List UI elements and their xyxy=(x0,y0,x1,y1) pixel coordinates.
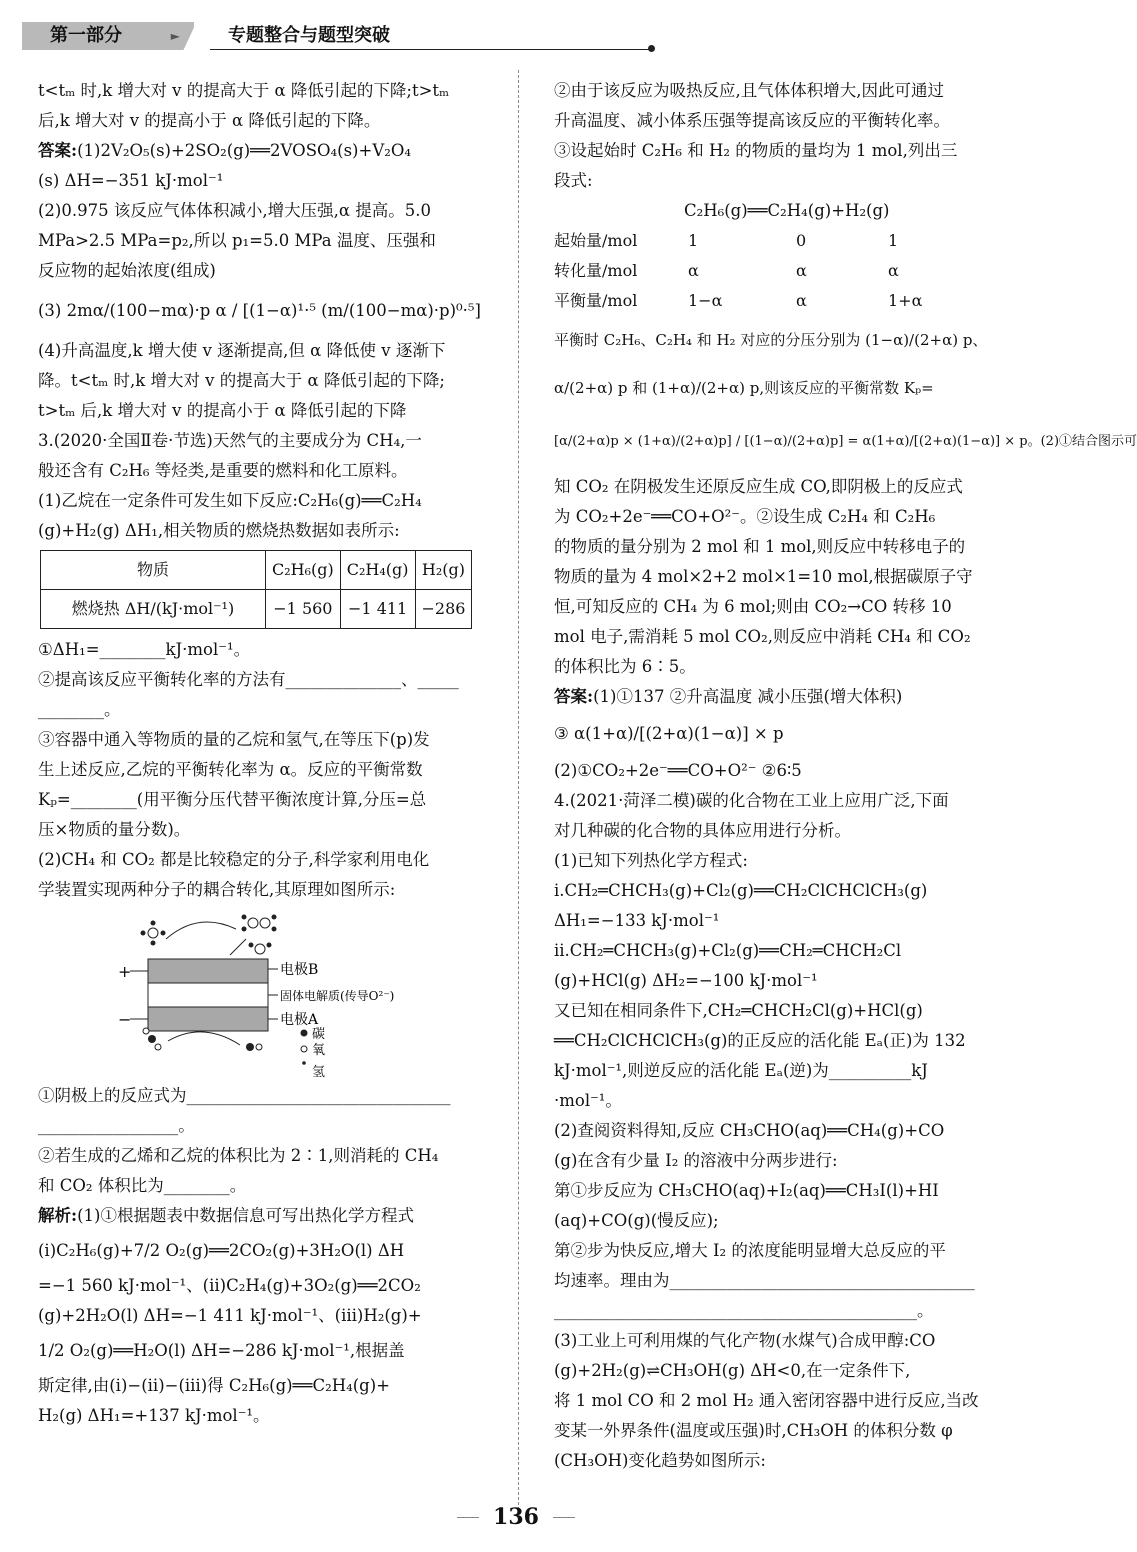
right-column xyxy=(554,76,1137,1476)
ethene-molecule-icon xyxy=(242,915,277,932)
answer-line xyxy=(38,136,498,166)
table-cell: H₂(g) xyxy=(415,551,472,590)
text-line: 恒,可知反应的 CH₄ 为 6 mol;则由 CO₂→CO 转移 10 xyxy=(554,597,952,616)
text-line: t>tₘ 后,k 增大对 v 的提高小于 α 降低引起的下降 xyxy=(38,401,407,420)
answer-text: (1)①137 ②升高温度 减小压强(增大体积) xyxy=(593,687,903,706)
play-arrow-icon: ► xyxy=(170,29,180,43)
arrow-icon xyxy=(168,1032,240,1045)
text-line: ____________________________________________。 xyxy=(554,1301,934,1320)
text-line: 斯定律,由(ⅰ)−(ⅱ)−(ⅲ)得 C₂H₆(g)══C₂H₄(g)+ xyxy=(38,1376,390,1395)
footer-dash xyxy=(553,1517,575,1518)
text-line: 对几种碳的化合物的具体应用进行分析。 xyxy=(554,821,851,840)
arrow-icon xyxy=(230,939,246,955)
text-line: 后,k 增大对 v 的提高小于 α 降低引起的下降。 xyxy=(38,111,381,130)
legend-hydrogen: 氢 xyxy=(312,1065,326,1080)
answer-line xyxy=(554,682,1012,712)
text-line: ⅰ.CH₂═CHCH₃(g)+Cl₂(g)══CH₂ClCHClCH₃(g) xyxy=(554,881,928,900)
table-cell: −1 560 xyxy=(266,590,341,629)
text-line: mol 电子,需消耗 5 mol CO₂,则反应中消耗 CH₄ 和 CO₂ xyxy=(554,627,971,646)
text-line: kJ·mol⁻¹,则逆反应的活化能 Eₐ(逆)为__________kJ xyxy=(554,1061,928,1080)
table-header-row xyxy=(41,551,472,590)
text-line: ③设起始时 C₂H₆ 和 H₂ 的物质的量均为 1 mol,列出三 xyxy=(554,141,958,160)
header-topic: 专题整合与题型突破 xyxy=(228,25,390,46)
text-line: (2)0.975 该反应气体体积减小,增大压强,α 提高。5.0 xyxy=(38,201,431,220)
analysis-line xyxy=(38,1201,498,1231)
table-cell: 物质 xyxy=(41,551,266,590)
table-cell: α xyxy=(796,291,807,310)
table-cell: α xyxy=(688,261,699,280)
header-dot-icon xyxy=(648,45,655,52)
text-line: 1/2 O₂(g)══H₂O(l) ΔH=−286 kJ·mol⁻¹,根据盖 xyxy=(38,1341,405,1360)
header-part xyxy=(22,22,194,50)
text-line: 为 CO₂+2e⁻══CO+O²⁻。②设生成 C₂H₄ 和 C₂H₆ xyxy=(554,507,936,526)
electrode-a-label: 电极A xyxy=(280,1012,319,1028)
text-line: 又已知在相同条件下,CH₂═CHCH₂Cl(g)+HCl(g) xyxy=(554,1001,923,1020)
text-line: 变某一外界条件(温度或压强)时,CH₃OH 的体积分数 φ xyxy=(554,1421,953,1440)
table-cell: −1 411 xyxy=(340,590,415,629)
text-line: H₂(g) ΔH₁=+137 kJ·mol⁻¹。 xyxy=(38,1406,270,1425)
table-cell: C₂H₄(g) xyxy=(340,551,415,590)
text-line: (g)+2H₂O(l) ΔH=−1 411 kJ·mol⁻¹、(ⅲ)H₂(g)+ xyxy=(38,1306,422,1325)
text-line: 物质的量为 4 mol×2+2 mol×1=10 mol,根据碳原子守 xyxy=(554,567,973,586)
arrow-icon xyxy=(166,922,236,939)
text-line: MPa>2.5 MPa=p₂,所以 p₁=5.0 MPa 温度、压强和 xyxy=(38,231,436,250)
text-line: 第①步反应为 CH₃CHO(aq)+I₂(aq)══CH₃I(l)+HI xyxy=(554,1181,939,1200)
formula-line: (3) 2mα/(100−mα)·p α / [(1−α)¹·⁵ (m/(100−mα)·p)⁰·⁵] xyxy=(38,301,481,320)
text-line: (aq)+CO(g)(慢反应); xyxy=(554,1211,719,1230)
question-line: 4.(2021·菏泽二模)碳的化合物在工业上应用广泛,下面 xyxy=(554,791,949,810)
electrode-a-layer xyxy=(148,1007,268,1031)
table-cell: α xyxy=(888,261,899,280)
text-line: Kₚ=________(用平衡分压代替平衡浓度计算,分压=总 xyxy=(38,790,427,809)
text-line: (1)已知下列热化学方程式: xyxy=(554,851,748,870)
electrolyte-layer xyxy=(148,983,268,1007)
text-line: (g)在含有少量 I₂ 的溶液中分两步进行: xyxy=(554,1151,838,1170)
left-column xyxy=(38,76,498,1431)
text-line: 将 1 mol CO 和 2 mol H₂ 通入密闭容器中进行反应,当改 xyxy=(554,1391,979,1410)
text-line: ΔH₁=−133 kJ·mol⁻¹ xyxy=(554,911,720,930)
table-cell: 燃烧热 ΔH/(kJ·mol⁻¹) xyxy=(41,590,266,629)
running-header xyxy=(22,22,634,50)
text-line: (2)①CO₂+2e⁻══CO+O²⁻ ②6∶5 xyxy=(554,761,802,780)
formula-line: [α/(2+α)p × (1+α)/(2+α)p] / [(1−α)/(2+α)p] = α(1+α)/[(2+α)(1−α)] × p。(2)①结合图示可 xyxy=(554,434,1137,449)
text-line: 生上述反应,乙烷的平衡转化率为 α。反应的平衡常数 xyxy=(38,760,423,779)
text-line: ══CH₂ClCHClCH₃(g)的正反应的活化能 Eₐ(正)为 132 xyxy=(554,1031,966,1050)
table-cell: C₂H₆(g) xyxy=(266,551,341,590)
text-line: (g)+2H₂(g)⇌CH₃OH(g) ΔH<0,在一定条件下, xyxy=(554,1361,911,1380)
text-line: ③容器中通入等物质的量的乙烷和氢气,在等压下(p)发 xyxy=(38,730,430,749)
text-line: t<tₘ 时,k 增大对 v 的提高大于 α 降低引起的下降;t>tₘ xyxy=(38,81,450,100)
table-row xyxy=(554,226,922,256)
table-cell: 起始量/mol xyxy=(554,231,638,250)
equation-line: C₂H₆(g)══C₂H₄(g)+H₂(g) xyxy=(684,201,890,220)
legend-oxygen: 氧 xyxy=(312,1043,326,1058)
table-row xyxy=(554,256,922,286)
text-line: 降。t<tₘ 时,k 增大对 v 的提高大于 α 降低引起的下降; xyxy=(38,371,445,390)
text-line: (3)工业上可利用煤的气化产物(水煤气)合成甲醇:CO xyxy=(554,1331,936,1350)
text-line: ⅱ.CH₂═CHCH₃(g)+Cl₂(g)══CH₂═CHCH₂Cl xyxy=(554,941,902,960)
table-cell: 转化量/mol xyxy=(554,261,638,280)
answer-label: 答案: xyxy=(38,141,78,160)
question-line: 3.(2020·全国Ⅱ卷·节选)天然气的主要成分为 CH₄,一 xyxy=(38,431,422,450)
text-line: (4)升高温度,k 增大使 v 逐渐提高,但 α 降低使 v 逐渐下 xyxy=(38,341,446,360)
text-line: 平衡时 C₂H₆、C₂H₄ 和 H₂ 对应的分压分别为 (1−α)/(2+α) p、 xyxy=(554,331,988,349)
text-line: 知 CO₂ 在阴极发生还原反应生成 CO,即阴极上的反应式 xyxy=(554,477,963,496)
text-line: (2)CH₄ 和 CO₂ 都是比较稳定的分子,科学家利用电化 xyxy=(38,850,430,869)
minus-terminal: − xyxy=(118,1010,132,1029)
table-row xyxy=(554,286,922,316)
text-line: (2)查阅资料得知,反应 CH₃CHO(aq)══CH₄(g)+CO xyxy=(554,1121,945,1140)
text-line: ③ α(1+α)/[(2+α)(1−α)] × p xyxy=(554,724,784,743)
electrochemical-cell-diagram xyxy=(118,911,395,1063)
text-line: (ⅰ)C₂H₆(g)+7/2 O₂(g)══2CO₂(g)+3H₂O(l) ΔH xyxy=(38,1241,405,1260)
page-number: 136 xyxy=(493,1504,539,1530)
text-line: 和 CO₂ 体积比为________。 xyxy=(38,1176,247,1195)
table-row xyxy=(41,590,472,629)
text-line: ②若生成的乙烯和乙烷的体积比为 2∶1,则消耗的 CH₄ xyxy=(38,1146,439,1165)
co-molecule-icon xyxy=(246,1043,262,1051)
combustion-heat-table xyxy=(40,550,472,629)
text-line: 般还含有 C₂H₆ 等烃类,是重要的燃料和化工原料。 xyxy=(38,461,408,480)
text-line: ·mol⁻¹。 xyxy=(554,1091,622,1110)
analysis-label: 解析: xyxy=(38,1206,78,1225)
text-line: ②提高该反应平衡转化率的方法有______________、_____ xyxy=(38,670,459,689)
three-stage-table xyxy=(554,226,922,316)
electrolyte-label: 固体电解质(传导O²⁻) xyxy=(280,989,395,1003)
footer-dash xyxy=(457,1517,479,1518)
answer-text: (1)2V₂O₅(s)+2SO₂(g)══2VOSO₄(s)+V₂O₄ xyxy=(77,141,411,160)
text-line: (1)乙烷在一定条件可发生如下反应:C₂H₆(g)══C₂H₄ xyxy=(38,491,422,510)
legend-carbon: 碳 xyxy=(312,1027,326,1042)
table-cell: 1+α xyxy=(888,291,923,310)
answer-label: 答案: xyxy=(554,687,594,706)
electrode-b-label: 电极B xyxy=(280,962,319,978)
column-divider xyxy=(518,70,519,1510)
plus-terminal: + xyxy=(118,962,132,981)
table-cell: 1 xyxy=(688,231,699,250)
table-cell: α xyxy=(796,261,807,280)
text-line: ________。 xyxy=(38,700,121,719)
text-line: 学装置实现两种分子的耦合转化,其原理如图所示: xyxy=(38,880,396,899)
text-line: (CH₃OH)变化趋势如图所示: xyxy=(554,1451,766,1470)
text-line: =−1 560 kJ·mol⁻¹、(ⅱ)C₂H₄(g)+3O₂(g)══2CO₂ xyxy=(38,1276,421,1295)
text-line: (g)+HCl(g) ΔH₂=−100 kJ·mol⁻¹ xyxy=(554,971,818,990)
text-line: _________________。 xyxy=(38,1116,195,1135)
text-line: 压×物质的量分数)。 xyxy=(38,820,191,839)
text-line: 第②步为快反应,增大 I₂ 的浓度能明显增大总反应的平 xyxy=(554,1241,946,1260)
page-footer xyxy=(0,1504,1032,1530)
text-line: 均速率。理由为_____________________________________ xyxy=(554,1271,975,1290)
electrode-b-layer xyxy=(148,959,268,983)
text-line: ①ΔH₁=________kJ·mol⁻¹。 xyxy=(38,640,251,659)
analysis-text: (1)①根据题表中数据信息可写出热化学方程式 xyxy=(77,1206,414,1225)
text-line: 段式: xyxy=(554,171,593,190)
methane-molecule-icon xyxy=(141,921,166,946)
text-line: 的物质的量分别为 2 mol 和 1 mol,则反应中转移电子的 xyxy=(554,537,966,556)
table-cell: 平衡量/mol xyxy=(554,291,638,310)
text-line: 的体积比为 6∶5。 xyxy=(554,657,696,676)
text-line: (g)+H₂(g) ΔH₁,相关物质的燃烧热数据如表所示: xyxy=(38,521,400,540)
table-cell: −286 xyxy=(415,590,472,629)
text-line: (s) ΔH=−351 kJ·mol⁻¹ xyxy=(38,171,224,190)
text-line: 升高温度、减小体系压强等提高该反应的平衡转化率。 xyxy=(554,111,950,130)
text-line: ①阴极上的反应式为________________________________ xyxy=(38,1086,451,1105)
text-line: α/(2+α) p 和 (1+α)/(2+α) p,则该反应的平衡常数 Kₚ= xyxy=(554,379,934,397)
water-molecule-icon xyxy=(249,943,272,955)
table-cell: 1−α xyxy=(688,291,723,310)
header-rule xyxy=(210,49,650,50)
text-line: 反应物的起始浓度(组成) xyxy=(38,261,216,280)
table-cell: 0 xyxy=(796,231,807,250)
text-line: ②由于该反应为吸热反应,且气体体积增大,因此可通过 xyxy=(554,81,944,100)
header-part-label: 第一部分 xyxy=(50,25,122,46)
table-cell: 1 xyxy=(888,231,899,250)
